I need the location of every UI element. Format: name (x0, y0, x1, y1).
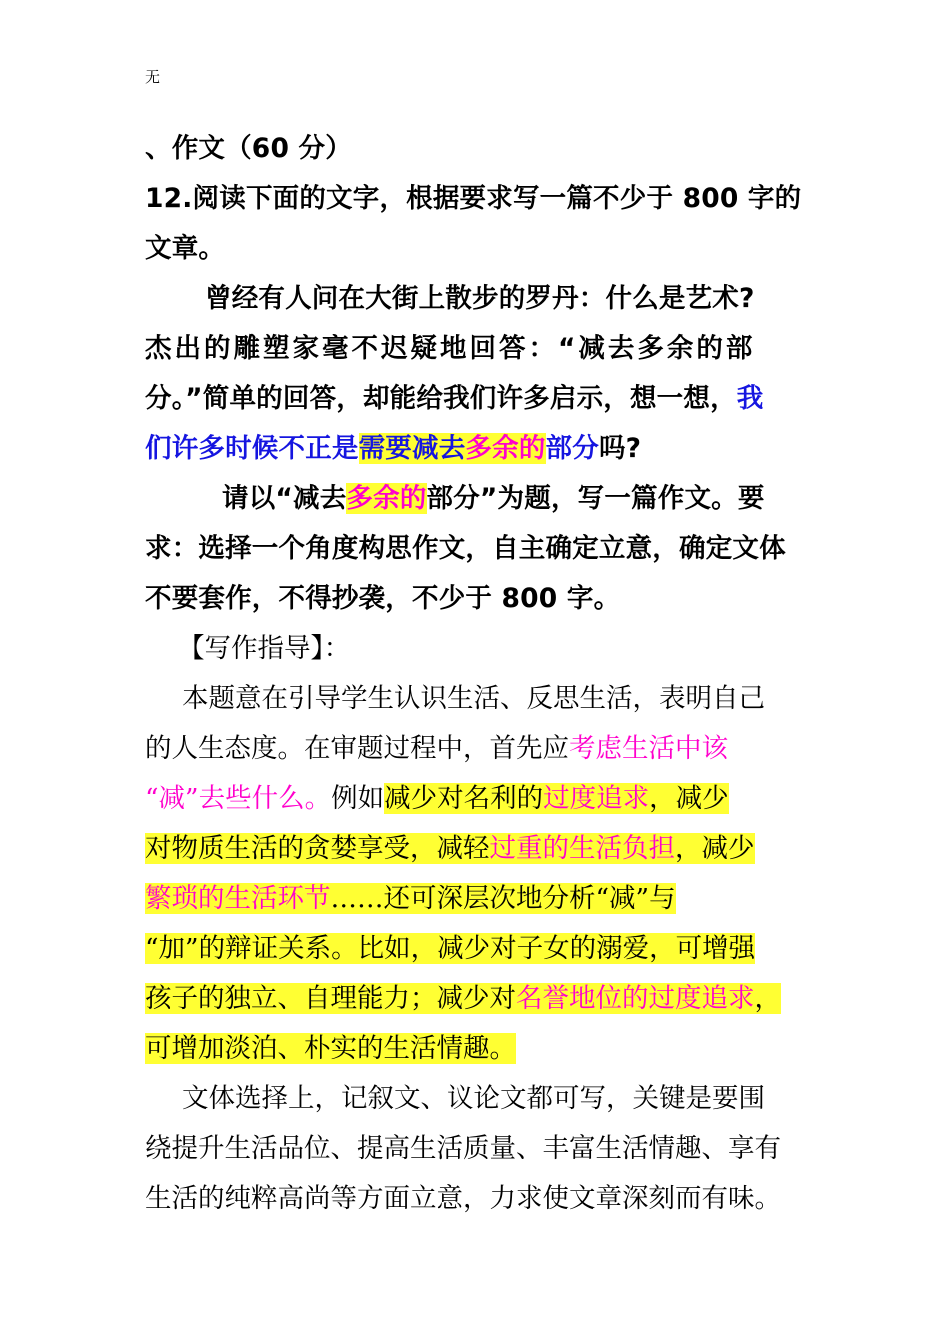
highlighted-text: ，减少 (675, 833, 755, 864)
highlighted-magenta-text: 名誉地位的过度追求 (516, 983, 755, 1014)
highlighted-text: 减少对名利的 (384, 783, 544, 814)
guide-p1-line-4 (145, 832, 755, 866)
guide-p1-line-2 (145, 732, 728, 766)
guide-p1-line-1: 本题意在引导学生认识生活、反思生活，表明自己 (182, 683, 765, 714)
guide-p2-line-1: 文体选择上，记叙文、议论文都可写，关键是要围 (182, 1083, 765, 1114)
highlighted-text: 对物质生活的贪婪享受，减轻 (145, 833, 490, 864)
magenta-text: 考虑生活中该 (569, 733, 728, 764)
magenta-text: “减”去些什么。 (145, 783, 332, 814)
guide-text: 的人生态度。在审题过程中，首先应 (145, 733, 569, 764)
instruction-text: 请以“减去 (222, 483, 347, 514)
passage-text: 分。”简单的回答，却能给我们许多启示，想一想， (145, 383, 737, 414)
highlighted-text: 孩子的独立、自理能力；减少对 (145, 983, 516, 1014)
highlighted-magenta-text: 过度追求 (543, 783, 650, 814)
highlighted-magenta-text: 多余的 (465, 433, 546, 464)
passage-line-1: 曾经有人问在大街上散步的罗丹：什么是艺术? (205, 283, 755, 314)
guide-text: 例如 (331, 783, 385, 814)
guide-p1-line-8 (145, 1032, 516, 1066)
highlighted-text: ……还可深层次地分析“减”与 (330, 883, 676, 914)
question-line-2: 文章。 (145, 233, 226, 264)
highlighted-magenta-text: 过重的生活负担 (489, 833, 675, 864)
guide-p1-line-7 (145, 982, 781, 1016)
guide-p1-line-6 (145, 932, 755, 966)
highlighted-text: ，减少 (649, 783, 729, 814)
highlighted-text: “加”的辩证关系。比如，减少对子女的溺爱，可增强 (145, 933, 756, 964)
guide-p2-line-3: 生活的纯粹高尚等方面立意，力求使文章深刻而有味。 (145, 1183, 781, 1214)
instruction-text: 部分”为题，写一篇作文。要 (426, 483, 765, 514)
passage-line-4 (145, 432, 641, 466)
highlighted-magenta-text: 繁琐的生活环节 (145, 883, 331, 914)
passage-line-3 (145, 382, 763, 416)
instruction-line-2: 求：选择一个角度构思作文，自主确定立意，确定文体 (145, 533, 786, 564)
section-title: 、作文（60 分） (145, 133, 352, 164)
guide-p1-line-5 (145, 882, 676, 916)
passage-text: 吗? (598, 433, 642, 464)
passage-line-2: 杰出的雕塑家毫不迟疑地回答：“减去多余的部 (145, 333, 756, 364)
highlighted-magenta-text: 多余的 (346, 483, 427, 514)
highlighted-blue-text: 需要减去 (358, 433, 466, 464)
highlighted-text: ， (754, 983, 781, 1014)
guide-p2-line-2: 绕提升生活品位、提高生活质量、丰富生活情趣、享有 (145, 1133, 781, 1164)
instruction-line-3: 不要套作，不得抄袭，不少于 800 字。 (145, 583, 621, 614)
question-line-1: 12.阅读下面的文字，根据要求写一篇不少于 800 字的 (145, 183, 802, 214)
highlighted-text: 可增加淡泊、朴实的生活情趣。 (145, 1033, 516, 1064)
passage-blue-text: 我 (736, 383, 764, 414)
instruction-line-1 (222, 482, 765, 516)
passage-blue-text: 部分 (545, 433, 599, 464)
guide-p1-line-3 (145, 782, 729, 816)
guide-heading: 【写作指导】： (178, 633, 351, 664)
passage-blue-text: 们许多时候不正是 (145, 433, 359, 464)
header-text: 无 (145, 68, 161, 86)
